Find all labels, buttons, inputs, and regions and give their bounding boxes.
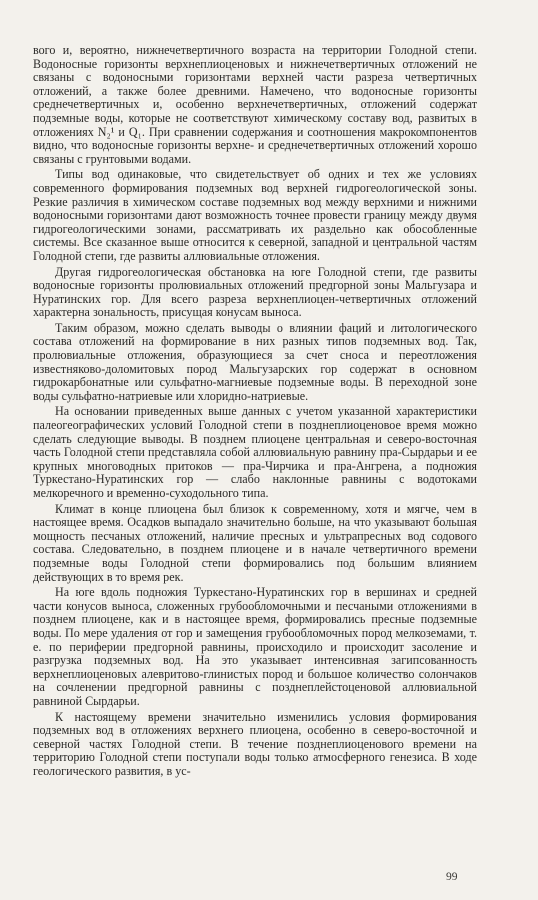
paragraph: К настоящему времени значительно изменились условия формирования подземных вод в отложениях верхнего плиоцена, особенно в северо-восточной и северной частях Голодной степи. В течение позднеплиоценового времени на территорию Голодной степи поступали воды только атмосферного генезиса. В ходе геологического развития, в ус- [33,709,477,778]
paragraph: Другая гидрогеологическая обстановка на юге Голодной степи, где развиты водоносные горизонты пролювиальных отложений предгорной зоны Мальгузара и Нуратинских гор. Для всего разреза верхнеплиоцен-четвертичных отложений характерна зональность, присущая конусам выноса. [33,264,477,320]
paragraph: Таким образом, можно сделать выводы о влиянии фаций и литологического состава отложений на формирование в них разных типов подземных вод. Так, пролювиальные отложения, образующиеся за счет сноса и переотложения известняково-доломитовых пород Мальгузарских гор содержат в основном гидрокарбонатные или сульфатно-магниевые подземные воды. В переходной зоне воды сульфатно-натриевые или хлоридно-натриевые. [33,320,477,403]
page-number: 99 [446,871,458,883]
paragraph: вого и, вероятно, нижнечетвертичного возраста на территории Голодной степи. Водоносные горизонты верхнеплиоценовых и нижнечетвертичных отложений не связаны с водоносными горизонтами верхней части разреза четвертичных отложений, а также более древними. Намечено, что водоносные горизонты среднечетвертичных и, особенно верхнечетвертичных, отложений содержат подземные воды, которые не соответствуют химическому составу вод, развитых в отложениях N₂¹ и Q₁. При сравнении содержания и соотношения макрокомпонентов видно, что водоносные горизонты верхне- и среднечетвертичных отложений хорошо связаны с грунтовыми водами. [33,43,477,166]
paragraph: Типы вод одинаковые, что свидетельствует об одних и тех же условиях современного формирования подземных вод верхней гидрогеологической зоны. Резкие различия в химическом составе подземных вод между верхними и нижними водоносными горизонтами дают возможность точнее провести границу между двумя гидрогеологическими зонами, рассматривать их раздельно как обособленные системы. Все сказанное выше относится к северной, западной и центральной частям Голодной степи, где развиты аллювиальные отложения. [33,167,477,263]
paragraph: На основании приведенных выше данных с учетом указанной характеристики палеогеографических условий Голодной степи в позднеплиоценовое время можно сделать следующие выводы. В позднем плиоцене центральная и северо-восточная часть Голодной степи представляла собой аллювиальную равнину пра-Сырдарьи и ее крупных многоводных притоков — пра-Чирчика и пра-Ангрена, а подножия Туркестано-Нуратинских гор — слабо наклонные равнины с водотоками мелкоречного и временно-суходольного типа. [33,404,477,500]
paragraph: На юге вдоль подножия Туркестано-Нуратинских гор в вершинах и средней части конусов выноса, сложенных грубообломочными и песчаными отложениями в позднем плиоцене, как и в настоящее время, формировались пресные подземные воды. По мере удаления от гор и замещения грубообломочных пород мелкоземами, т. е. по периферии предгорной равнины, происходило и происходит засоление и разгрузка подземных вод. На это указывает интенсивная загипсованность верхнеплиоценовых алевритово-глинистых пород и большое количество солончаков на сочленении предгорной равнины с позднеплейстоценовой аллювиальной равниной Сырдарьи. [33,585,477,708]
paragraph: Климат в конце плиоцена был близок к современному, хотя и мягче, чем в настоящее время. Осадков выпадало значительно больше, на что указывают большая мощность песчаных отложений, наличие пресных и ультрапресных вод содового состава. Следовательно, в позднем плиоцене и в начале четвертичного времени подземные воды Голодной степи формировались под большим влиянием действующих в то время рек. [33,501,477,584]
body-text [33,44,477,780]
